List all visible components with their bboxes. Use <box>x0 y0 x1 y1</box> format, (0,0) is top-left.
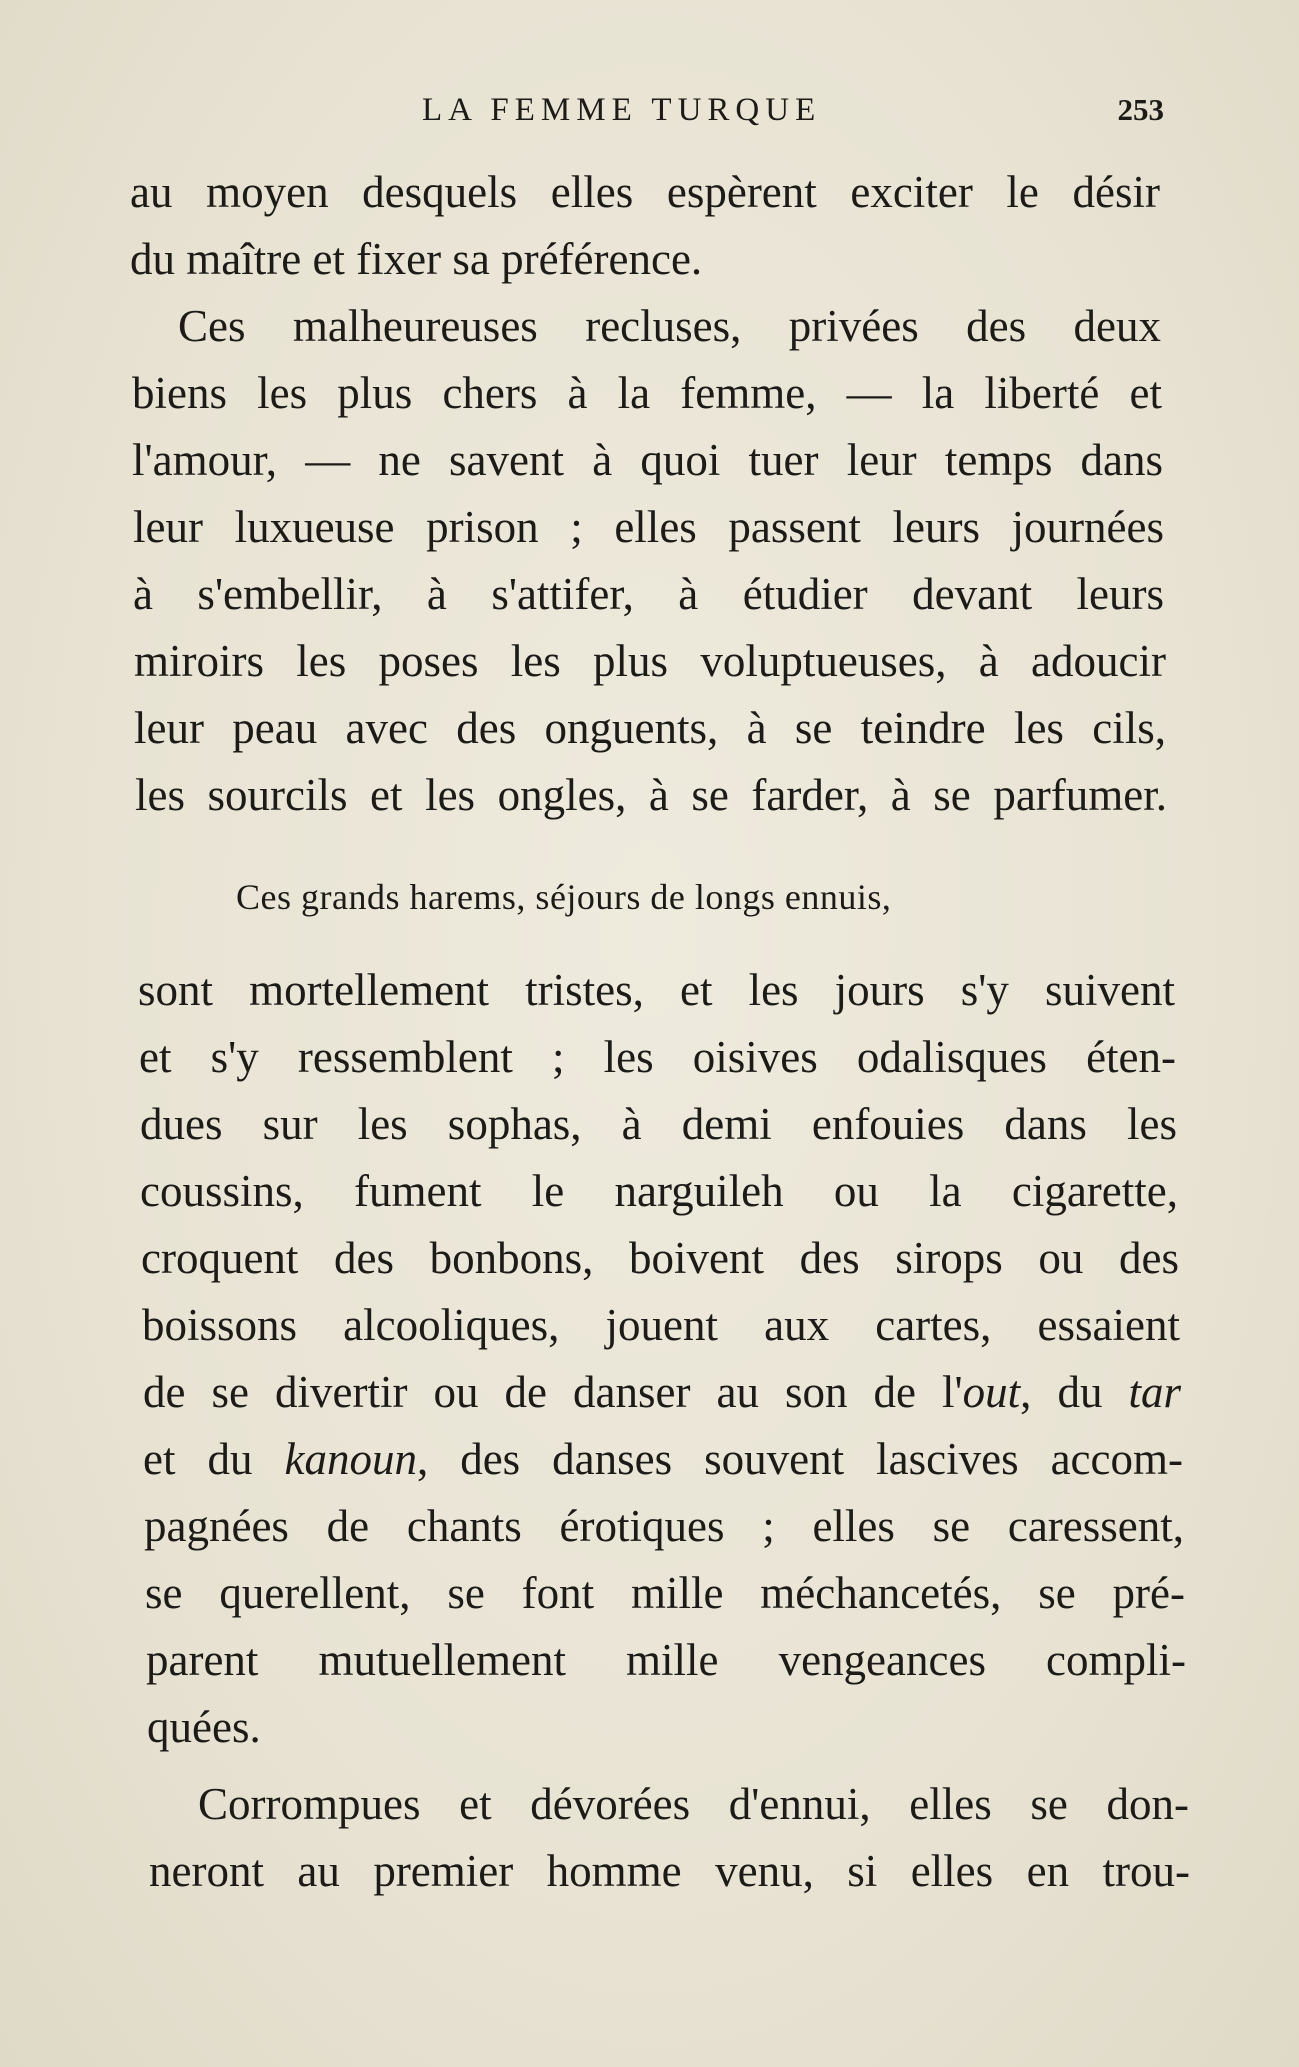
text-line: l'amour, — ne savent à quoi tuer leur temps dans <box>132 435 1163 485</box>
text-line: et s'y ressemblent ; les oisives odalisques éten- <box>139 1032 1176 1082</box>
text-line: leur peau avec des onguents, à se teindre les cils, <box>134 703 1166 753</box>
text-line: les sourcils et les ongles, à se farder, à se parfumer. <box>135 770 1167 820</box>
text-line: du maître et fixer sa préférence. <box>130 234 703 284</box>
text-line: et du kanoun, des danses souvent lascives accom- <box>143 1434 1183 1484</box>
text-line: pagnées de chants érotiques ; elles se caressent, <box>144 1501 1184 1551</box>
running-head <box>132 88 1164 132</box>
text-line: à s'embellir, à s'attifer, à étudier devant leurs <box>133 569 1164 619</box>
italic-term-tar: tar <box>1128 1367 1181 1417</box>
text-line: coussins, fument le narguileh ou la cigarette, <box>140 1166 1178 1216</box>
italic-term-kanoun: kanoun <box>284 1434 417 1484</box>
text-line: se querellent, se font mille méchancetés, se pré- <box>145 1568 1185 1618</box>
text-line: leur luxueuse prison ; elles passent leurs journées <box>133 502 1164 552</box>
text-line: quées. <box>147 1702 261 1752</box>
text-line: miroirs les poses les plus voluptueuses, à adoucir <box>134 636 1166 686</box>
page-number: 253 <box>1117 92 1164 127</box>
text-line: au moyen desquels elles espèrent exciter le désir <box>130 167 1160 217</box>
text-line: croquent des bonbons, boivent des sirops ou des <box>141 1233 1179 1283</box>
text-line: boissons alcooliques, jouent aux cartes, essaient <box>142 1300 1180 1350</box>
text-line: biens les plus chers à la femme, — la liberté et <box>132 368 1162 418</box>
italic-term-out: out <box>962 1367 1021 1417</box>
text-line: Ces malheureuses recluses, privées des deux <box>178 301 1161 351</box>
text-line: parent mutuellement mille vengeances compli- <box>146 1635 1186 1685</box>
text-line: de se divertir ou de danser au son de l'out, du tar <box>143 1367 1181 1417</box>
verse-quote: Ces grands harems, séjours de longs ennuis, <box>236 877 892 917</box>
text-line: Corrompues et dévorées d'ennui, elles se don- <box>198 1779 1189 1829</box>
text-line: sont mortellement tristes, et les jours s'y suivent <box>138 965 1175 1015</box>
text-line: neront au premier homme venu, si elles en trou- <box>149 1846 1190 1896</box>
text-line: dues sur les sophas, à demi enfouies dans les <box>140 1099 1177 1149</box>
running-title: LA FEMME TURQUE <box>422 92 822 128</box>
